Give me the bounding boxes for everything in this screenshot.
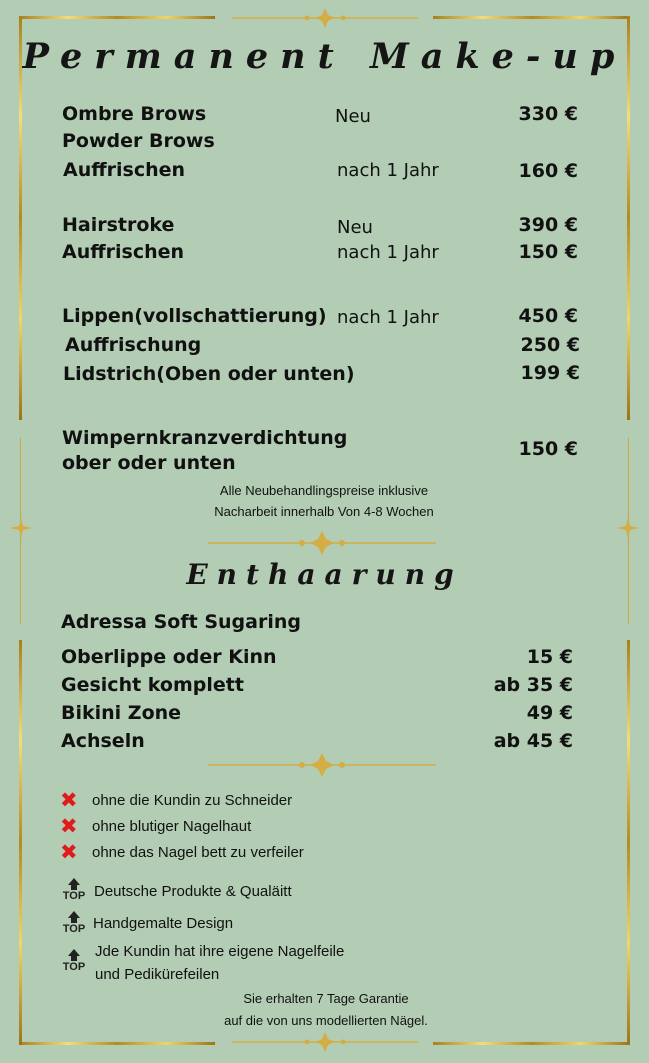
top-list-item: Deutsche Produkte & Qualäitt [94,883,292,900]
pmu-item-name: Auffrischen [63,159,186,181]
not-list-item: ohne das Nagel bett zu verfeiler [92,844,304,861]
section-title-pmu: Permanent Make-up [22,36,627,77]
frame-bottom-right [433,1042,630,1045]
pmu-footnote: Nacharbeit innerhalb Von 4-8 Wochen [214,504,434,519]
pmu-item-name: Powder Brows [62,130,215,152]
pmu-item-price: 450 € [518,305,578,327]
pmu-item-name: Hairstroke [62,214,175,236]
pmu-item-name: Wimpernkranzverdichtung [62,427,348,449]
pmu-item-note: Neu [335,106,371,127]
ornament-bottom-divider-icon [232,1032,418,1052]
top-list-item: Handgemalte Design [93,915,234,932]
frame-left-lower [19,640,22,1045]
pmu-item-price: 250 € [520,334,580,356]
x-mark-icon: ✖ [60,840,78,864]
not-list-item: ohne blutiger Nagelhaut [92,818,252,835]
ornament-side-left-icon [10,517,32,539]
top-badge-icon [62,949,86,973]
pmu-item-note: nach 1 Jahr [337,242,439,263]
frame-top-left [19,16,215,19]
top-badge-icon [62,911,86,935]
ornament-lower-divider-icon [208,753,436,777]
guarantee-text: Sie erhalten 7 Tage Garantie [243,991,409,1006]
x-mark-icon: ✖ [60,788,78,812]
frame-top-right [433,16,630,19]
x-mark-icon: ✖ [60,814,78,838]
frame-right-lower [627,640,630,1045]
top-badge-label: TOP [62,890,86,902]
pmu-item-price: 160 € [518,160,578,182]
pmu-item-name: Auffrischung [65,334,202,356]
pmu-item-name: Auffrischen [62,241,185,263]
pmu-item-price: 330 € [518,103,578,125]
hair-item-price: 49 € [526,702,573,724]
top-badge-label: TOP [62,923,86,935]
frame-bottom-left [19,1042,215,1045]
hair-item-name: Achseln [61,730,145,752]
pmu-item-price: 150 € [518,438,578,460]
guarantee-text: auf die von uns modellierten Nägel. [224,1013,428,1028]
hair-item-price: 15 € [526,646,573,668]
hair-item-name: Oberlippe oder Kinn [61,646,277,668]
pmu-item-note: nach 1 Jahr [337,307,439,328]
pmu-item-price: 150 € [518,241,578,263]
pmu-item-name: Lidstrich(Oben oder unten) [63,363,355,385]
pmu-item-name: ober oder unten [62,452,236,474]
pmu-footnote: Alle Neubehandlingspreise inklusive [219,483,429,498]
ornament-mid-divider-icon [208,531,436,555]
hair-item-price: ab 35 € [493,674,573,696]
pmu-item-price: 199 € [520,362,580,384]
top-list-item: Jde Kundin hat ihre eigene Nagelfeile [95,943,345,960]
section-title-hair: Enthaarung [186,558,463,591]
top-badge-label: TOP [62,961,86,973]
hair-item-name: Bikini Zone [61,702,182,724]
pmu-item-price: 390 € [518,214,578,236]
top-list-item: und Pedikürefeilen [95,966,220,983]
hair-subtitle: Adressa Soft Sugaring [61,611,301,633]
not-list-item: ohne die Kundin zu Schneider [92,792,293,809]
hair-item-name: Gesicht komplett [61,674,244,696]
pmu-item-note: Neu [337,217,373,238]
top-badge-icon [62,878,86,902]
ornament-side-right-icon [617,517,639,539]
pmu-item-note: nach 1 Jahr [337,160,439,181]
pmu-item-name: Lippen(vollschattierung) [62,305,327,327]
pmu-item-name: Ombre Brows [62,103,207,125]
hair-item-price: ab 45 € [493,730,573,752]
ornament-top-divider-icon [232,8,418,28]
